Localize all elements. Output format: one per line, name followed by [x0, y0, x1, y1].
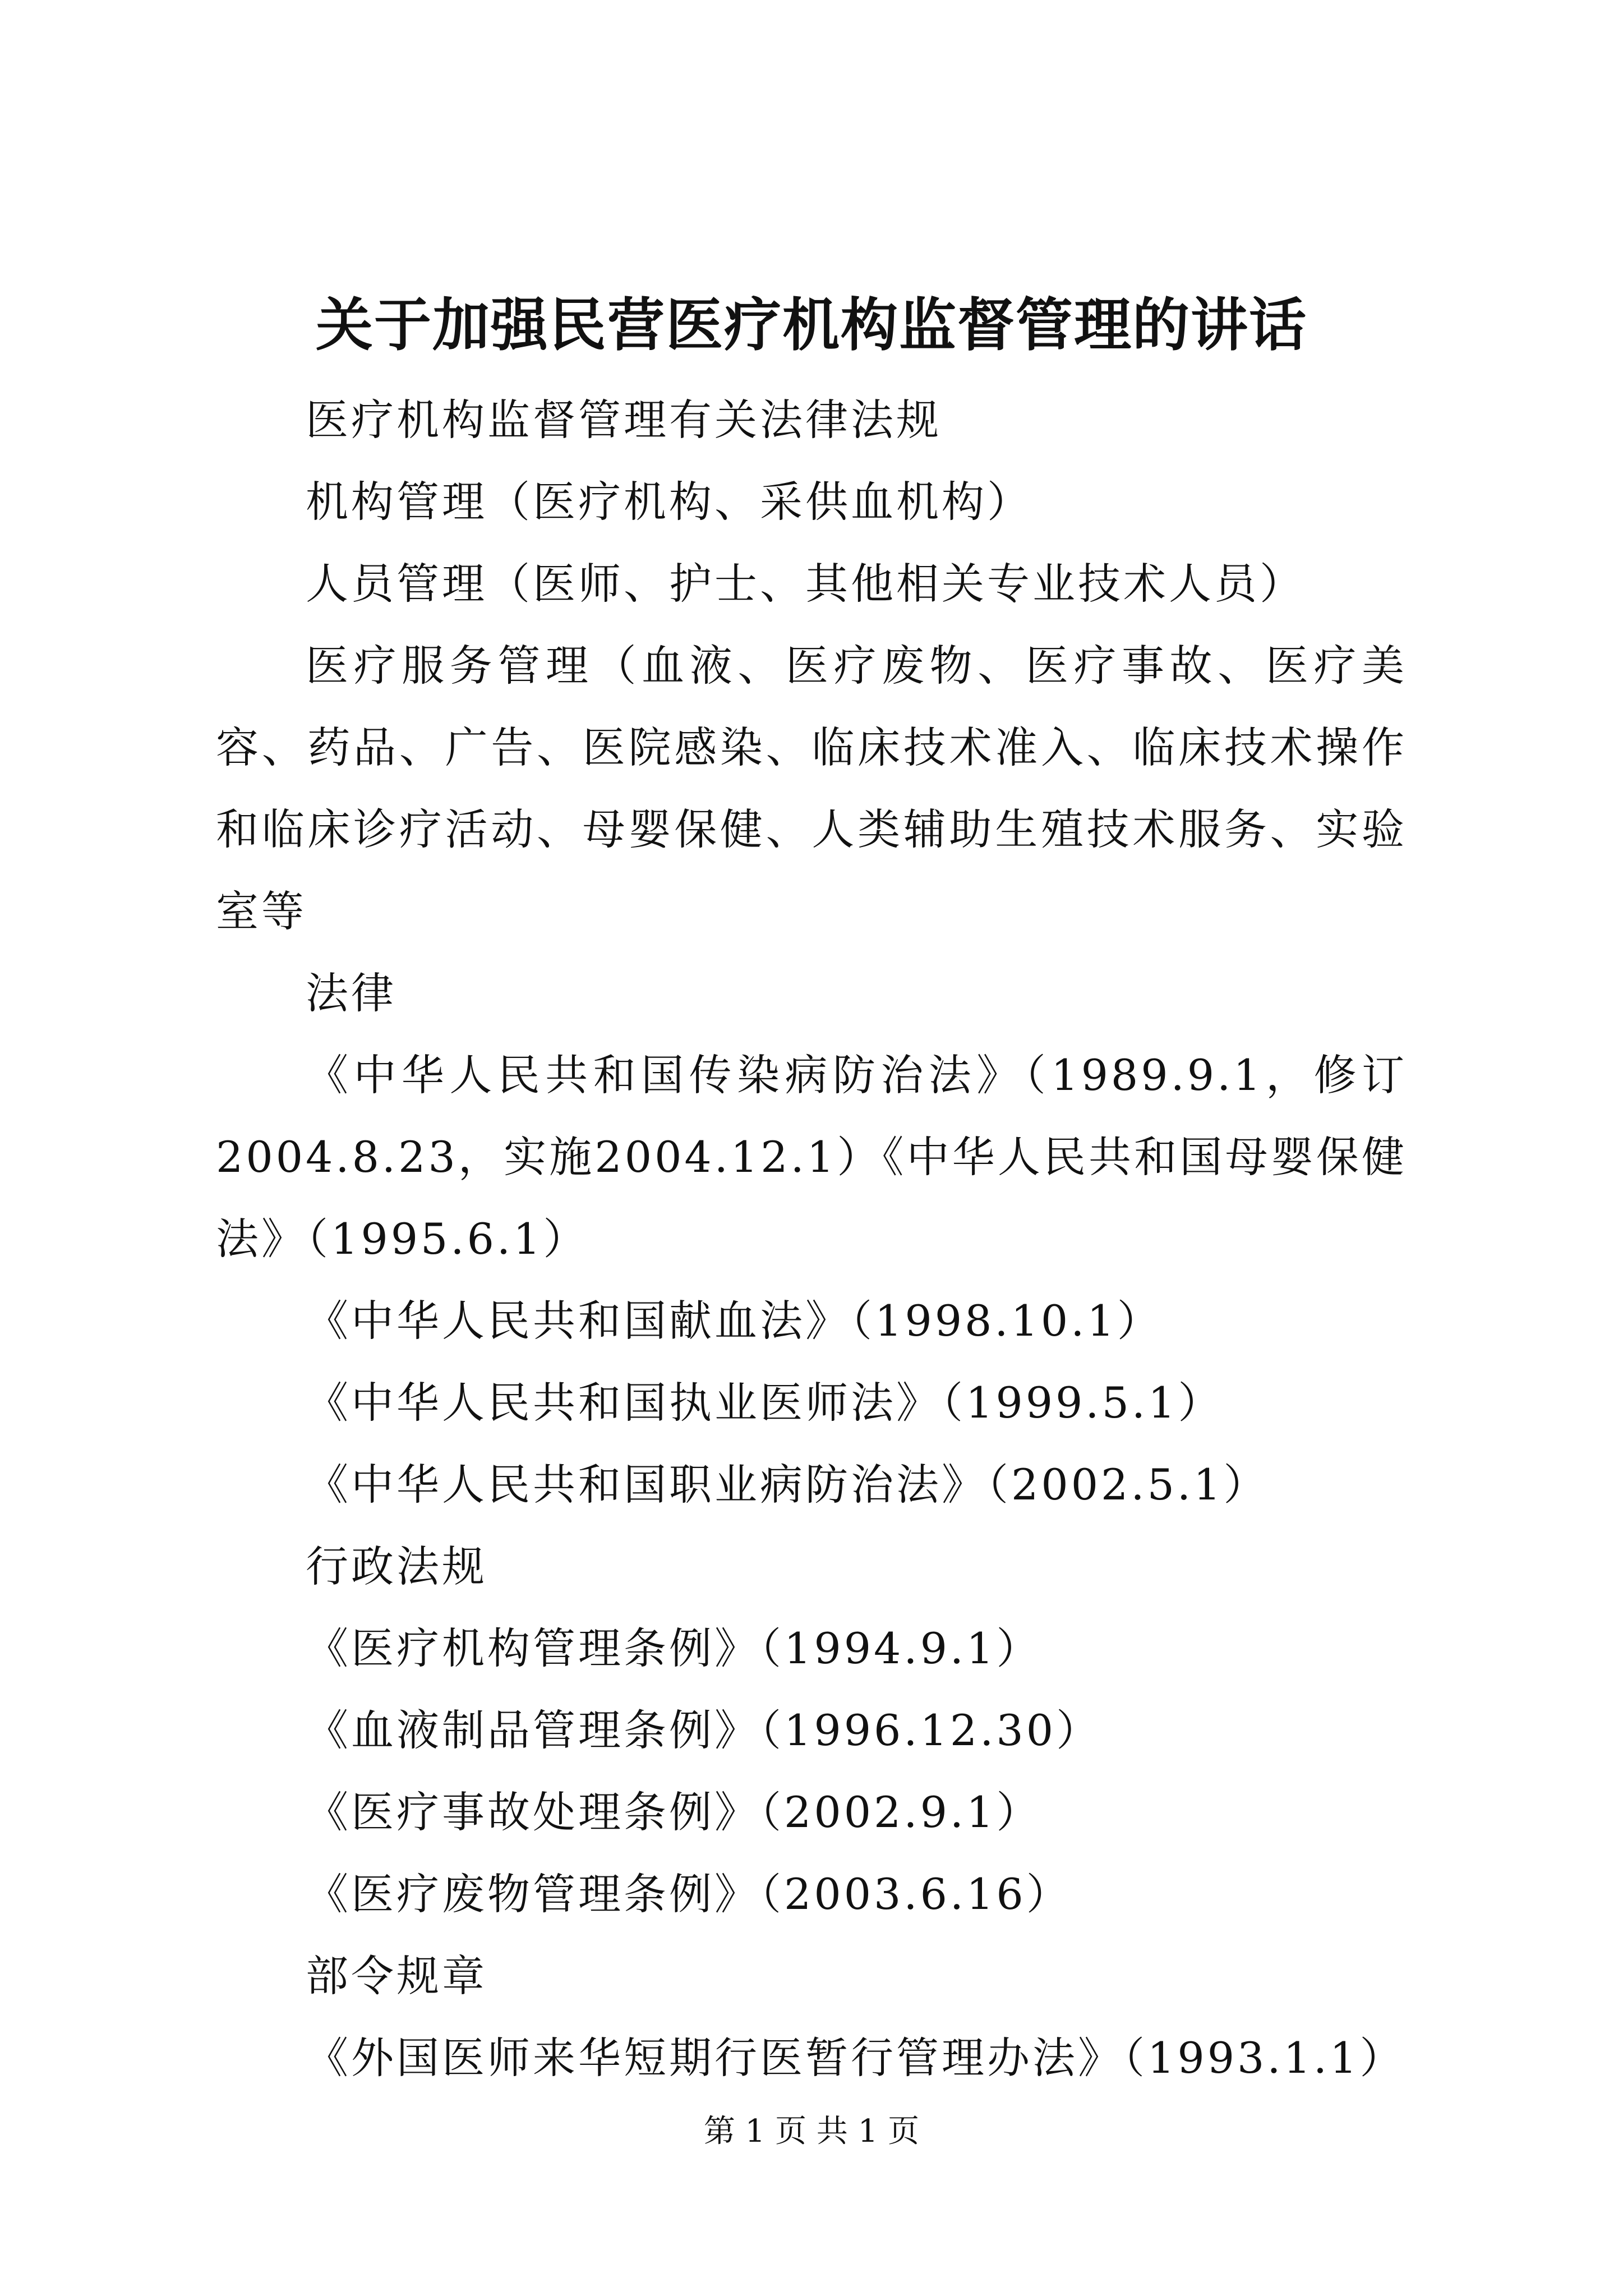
document-title: 关于加强民营医疗机构监督管理的讲话 [316, 292, 1307, 359]
paragraph: 《中华人民共和国传染病防治法》（1989.9.1，修订2004.8.23，实施2004.12.1）《中华人民共和国母婴保健法》（1995.6.1） [216, 1050, 1407, 1264]
page-footer: 第 1 页 共 1 页 [703, 2113, 920, 2150]
section-heading: 行政法规 [306, 1542, 487, 1591]
paragraph: 《医疗事故处理条例》（2002.9.1） [306, 1787, 1042, 1837]
paragraph: 《医疗废物管理条例》（2003.6.16） [306, 1869, 1072, 1919]
paragraph: 《血液制品管理条例》（1996.12.30） [306, 1705, 1102, 1755]
section-heading: 部令规章 [306, 1951, 487, 2001]
paragraph: 医疗机构监督管理有关法律法规 [306, 395, 942, 445]
paragraph: 《中华人民共和国献血法》（1998.10.1） [306, 1296, 1163, 1346]
document-body [216, 379, 1407, 2099]
paragraph: 人员管理（医师、护士、其他相关专业技术人员） [306, 559, 1305, 609]
paragraph: 《中华人民共和国职业病防治法》（2002.5.1） [306, 1460, 1269, 1510]
paragraph: 医疗服务管理（血液、医疗废物、医疗事故、医疗美容、药品、广告、医院感染、临床技术准入、临床技术操作和临床诊疗活动、母婴保健、人类辅助生殖技术服务、实验室等 [216, 641, 1407, 936]
paragraph: 《医疗机构管理条例》（1994.9.1） [306, 1623, 1042, 1673]
paragraph: 机构管理（医疗机构、采供血机构） [306, 477, 1032, 527]
paragraph: 《外国医师来华短期行医暂行管理办法》（1993.1.1） [306, 2033, 1405, 2083]
section-heading: 法律 [306, 968, 396, 1018]
paragraph: 《中华人民共和国执业医师法》（1999.5.1） [306, 1378, 1224, 1428]
